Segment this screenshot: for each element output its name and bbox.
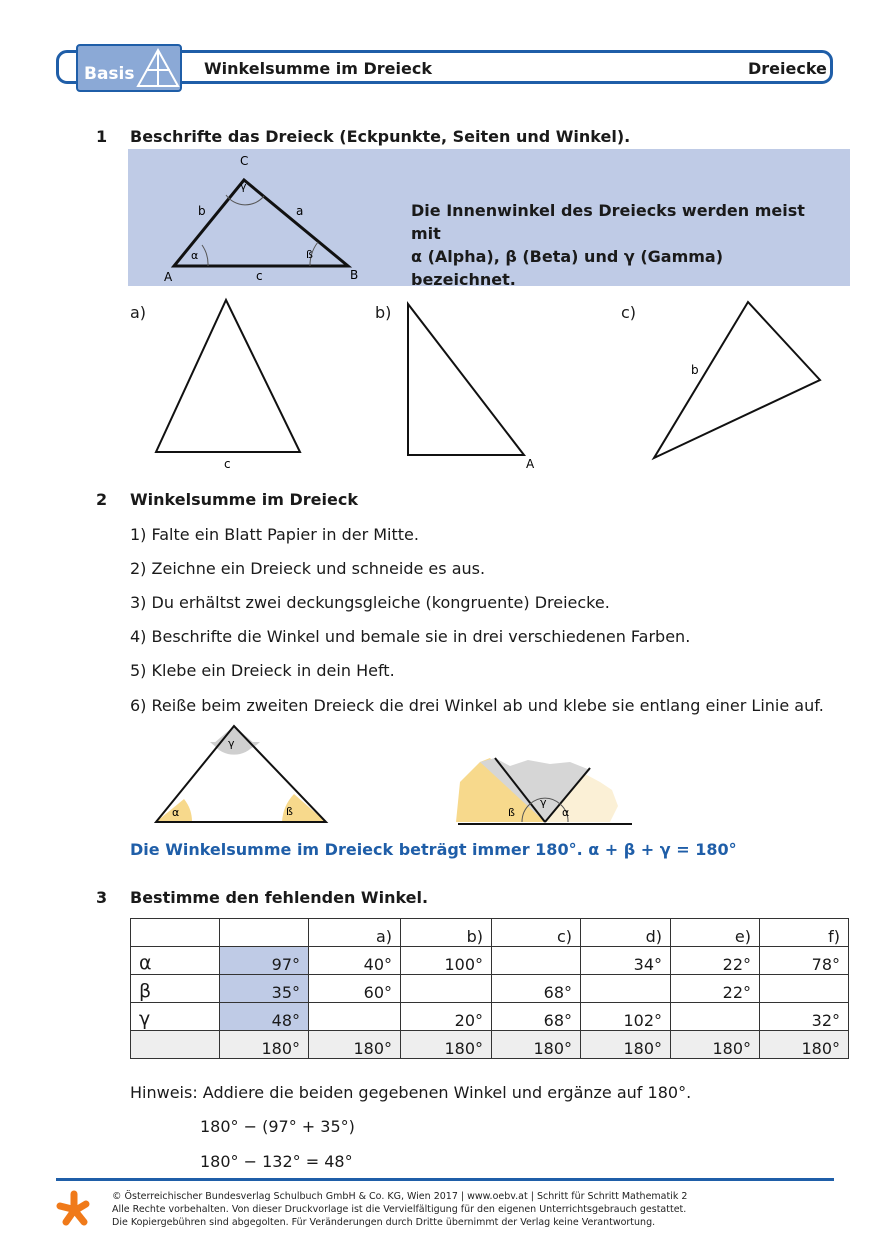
triangle-c-side-b: b — [691, 363, 699, 377]
table-cell[interactable]: 22° — [671, 947, 760, 975]
angle-sum-conclusion: Die Winkelsumme im Dreieck beträgt immer 180°. α + β + γ = 180° — [130, 840, 737, 859]
vertex-B: B — [350, 268, 359, 282]
table-cell: 180° — [220, 1031, 309, 1059]
step-3: 3) Du erhältst zwei deckungsgleiche (kongruente) Dreiecke. — [130, 593, 610, 612]
table-header-d: d) — [581, 919, 671, 947]
table-cell — [131, 919, 220, 947]
labeled-triangle-diagram — [160, 150, 370, 285]
table-cell: 180° — [401, 1031, 492, 1059]
calc-line-1: 180° − (97° + 35°) — [200, 1117, 355, 1136]
side-a: a — [296, 204, 304, 218]
part-a-label: a) — [130, 303, 147, 322]
table-cell[interactable]: 60° — [309, 975, 401, 1003]
fig-gamma: γ — [228, 737, 235, 750]
vertex-C: C — [240, 154, 249, 168]
footer-line-1: © Österreichischer Bundesverlag Schulbuch GmbH & Co. KG, Wien 2017 | www.oebv.at | Schritt für Schritt Mathematik 2 — [112, 1191, 688, 1202]
angle-sum-figure — [150, 722, 710, 830]
footer-line-2: Alle Rechte vorbehalten. Von dieser Druckvorlage ist die Vervielfältigung für den eigenen Unterrichtsgebrauch gestattet. — [112, 1204, 687, 1215]
part-c-label: c) — [621, 303, 637, 322]
table-cell: 180° — [760, 1031, 849, 1059]
table-cell[interactable] — [492, 947, 581, 975]
info-text — [411, 199, 831, 291]
table-cell: 180° — [581, 1031, 671, 1059]
hint-text: Hinweis: Addiere die beiden gegebenen Winkel und ergänze auf 180°. — [130, 1083, 692, 1102]
fig-alpha: α — [172, 806, 180, 819]
vertex-A: A — [164, 270, 173, 284]
footer-divider — [56, 1178, 834, 1181]
triangle-a — [156, 300, 300, 452]
task3-title: Bestimme den fehlenden Winkel. — [130, 888, 429, 907]
part-b-label: b) — [375, 303, 392, 322]
task2-number: 2 — [96, 490, 108, 509]
table-cell: 48° — [220, 1003, 309, 1031]
row-label-gamma: γ — [131, 1003, 220, 1031]
table-header-row — [131, 919, 849, 947]
task1-number: 1 — [96, 127, 108, 146]
table-header-f: f) — [760, 919, 849, 947]
angle-table — [130, 918, 849, 1059]
table-cell[interactable] — [760, 975, 849, 1003]
table-row — [131, 1003, 849, 1031]
table-cell: 180° — [671, 1031, 760, 1059]
step-6: 6) Reiße beim zweiten Dreieck die drei Winkel ab und klebe sie entlang einer Linie auf. — [130, 696, 824, 715]
table-cell[interactable]: 68° — [492, 975, 581, 1003]
torn-alpha: α — [562, 806, 570, 819]
badge-label: Basis — [84, 64, 135, 84]
calc-line-2: 180° − 132° = 48° — [200, 1152, 353, 1171]
step-1: 1) Falte ein Blatt Papier in der Mitte. — [130, 525, 419, 544]
table-row — [131, 947, 849, 975]
table-row — [131, 975, 849, 1003]
triangle-logo-icon — [136, 46, 180, 90]
torn-gamma: γ — [540, 796, 547, 809]
table-cell[interactable]: 32° — [760, 1003, 849, 1031]
triangle-c — [654, 302, 820, 458]
page-title: Winkelsumme im Dreieck — [204, 59, 432, 78]
table-cell[interactable]: 34° — [581, 947, 671, 975]
step-5: 5) Klebe ein Dreieck in dein Heft. — [130, 661, 395, 680]
exercise-triangles — [140, 290, 860, 475]
triangle-a-side-c: c — [224, 457, 231, 471]
table-cell — [220, 919, 309, 947]
table-cell — [131, 1031, 220, 1059]
table-cell: 35° — [220, 975, 309, 1003]
page-category: Dreiecke — [748, 59, 827, 78]
table-sum-row — [131, 1031, 849, 1059]
fig-beta: ß — [286, 805, 293, 818]
table-cell[interactable] — [401, 975, 492, 1003]
footer-text — [112, 1190, 687, 1229]
table-header-e: e) — [671, 919, 760, 947]
table-cell: 97° — [220, 947, 309, 975]
table-cell[interactable]: 22° — [671, 975, 760, 1003]
angle-gamma: γ — [240, 180, 247, 193]
publisher-logo-icon — [56, 1190, 92, 1226]
table-cell[interactable]: 20° — [401, 1003, 492, 1031]
row-label-beta: β — [131, 975, 220, 1003]
info-line-2: α (Alpha), β (Beta) und γ (Gamma) bezeichnet. — [411, 247, 724, 289]
row-label-alpha: α — [131, 947, 220, 975]
side-b: b — [198, 204, 206, 218]
task2-title: Winkelsumme im Dreieck — [130, 490, 358, 509]
info-line-1: Die Innenwinkel des Dreiecks werden meist mit — [411, 201, 805, 243]
triangle-b-vertex-A: A — [526, 457, 535, 471]
angle-beta: ß — [306, 248, 313, 261]
footer-line-3: Die Kopiergebühren sind abgegolten. Für Veränderungen durch Dritte übernimmt der Verlag keine Verantwortung. — [112, 1217, 656, 1228]
table-cell[interactable] — [309, 1003, 401, 1031]
table-cell: 180° — [492, 1031, 581, 1059]
table-cell[interactable]: 40° — [309, 947, 401, 975]
step-4: 4) Beschrifte die Winkel und bemale sie in drei verschiedenen Farben. — [130, 627, 691, 646]
step-2: 2) Zeichne ein Dreieck und schneide es aus. — [130, 559, 486, 578]
task1-title: Beschrifte das Dreieck (Eckpunkte, Seiten und Winkel). — [130, 127, 631, 146]
torn-beta: ß — [508, 806, 515, 819]
task3-number: 3 — [96, 888, 108, 907]
table-header-a: a) — [309, 919, 401, 947]
table-cell: 180° — [309, 1031, 401, 1059]
side-c: c — [256, 269, 263, 283]
table-cell[interactable]: 102° — [581, 1003, 671, 1031]
table-header-b: b) — [401, 919, 492, 947]
table-cell[interactable] — [671, 1003, 760, 1031]
table-header-c: c) — [492, 919, 581, 947]
table-cell[interactable]: 68° — [492, 1003, 581, 1031]
table-cell[interactable]: 78° — [760, 947, 849, 975]
table-cell[interactable]: 100° — [401, 947, 492, 975]
angle-alpha: α — [191, 249, 199, 262]
table-cell[interactable] — [581, 975, 671, 1003]
triangle-b — [408, 304, 524, 455]
